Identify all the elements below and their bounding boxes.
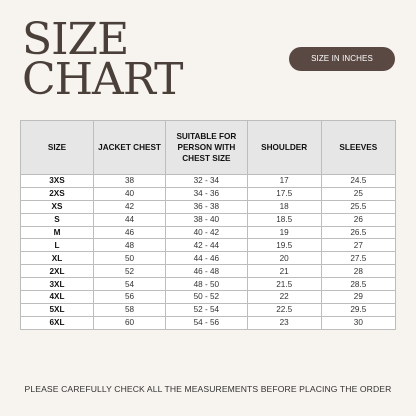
cell-jacket-chest: 48 [93,239,165,252]
table-row [21,278,396,291]
page-title [22,14,183,105]
cell-shoulder: 23 [247,316,321,329]
table-row [21,200,396,213]
size-chart-table [20,120,396,330]
cell-sleeves: 25 [321,187,395,200]
title-line-1: SIZE [22,14,129,65]
cell-suitable-chest: 50 - 52 [166,291,248,304]
table-header-row [21,121,396,175]
cell-size: 5XL [21,303,94,316]
cell-size: 2XL [21,265,94,278]
cell-shoulder: 18.5 [247,213,321,226]
cell-jacket-chest: 52 [93,265,165,278]
cell-jacket-chest: 44 [93,213,165,226]
footer-note: PLEASE CAREFULLY CHECK ALL THE MEASUREMENTS BEFORE PLACING THE ORDER [24,384,392,394]
header-suitable-chest: SUITABLE FOR PERSON WITH CHEST SIZE [166,121,248,175]
cell-sleeves: 28 [321,265,395,278]
cell-shoulder: 19 [247,226,321,239]
cell-jacket-chest: 46 [93,226,165,239]
cell-sleeves: 27.5 [321,252,395,265]
cell-sleeves: 26.5 [321,226,395,239]
cell-suitable-chest: 54 - 56 [166,316,248,329]
cell-sleeves: 27 [321,239,395,252]
cell-suitable-chest: 34 - 36 [166,187,248,200]
table-row [21,303,396,316]
table-row [21,252,396,265]
cell-jacket-chest: 40 [93,187,165,200]
cell-shoulder: 18 [247,200,321,213]
cell-size: 6XL [21,316,94,329]
unit-badge: SIZE IN INCHES [289,47,395,71]
cell-suitable-chest: 48 - 50 [166,278,248,291]
table-row [21,291,396,304]
cell-jacket-chest: 42 [93,200,165,213]
cell-size: 4XL [21,291,94,304]
cell-size: 2XS [21,187,94,200]
cell-suitable-chest: 38 - 40 [166,213,248,226]
table-row [21,213,396,226]
cell-sleeves: 29.5 [321,303,395,316]
header-sleeves: SLEEVES [321,121,395,175]
cell-size: S [21,213,94,226]
cell-shoulder: 20 [247,252,321,265]
cell-suitable-chest: 46 - 48 [166,265,248,278]
cell-shoulder: 22.5 [247,303,321,316]
table-row [21,175,396,188]
title-line-2: CHART [22,54,183,105]
cell-sleeves: 29 [321,291,395,304]
cell-jacket-chest: 50 [93,252,165,265]
cell-jacket-chest: 58 [93,303,165,316]
cell-suitable-chest: 40 - 42 [166,226,248,239]
cell-size: XS [21,200,94,213]
cell-size: M [21,226,94,239]
cell-suitable-chest: 36 - 38 [166,200,248,213]
cell-size: XL [21,252,94,265]
cell-sleeves: 24.5 [321,175,395,188]
cell-jacket-chest: 56 [93,291,165,304]
cell-size: L [21,239,94,252]
cell-shoulder: 22 [247,291,321,304]
cell-sleeves: 30 [321,316,395,329]
cell-jacket-chest: 54 [93,278,165,291]
cell-shoulder: 19.5 [247,239,321,252]
table-row [21,239,396,252]
cell-suitable-chest: 32 - 34 [166,175,248,188]
cell-shoulder: 21 [247,265,321,278]
cell-suitable-chest: 42 - 44 [166,239,248,252]
cell-size: 3XL [21,278,94,291]
cell-suitable-chest: 44 - 46 [166,252,248,265]
cell-shoulder: 21.5 [247,278,321,291]
table-row [21,187,396,200]
cell-shoulder: 17.5 [247,187,321,200]
cell-shoulder: 17 [247,175,321,188]
header-shoulder: SHOULDER [247,121,321,175]
cell-sleeves: 28.5 [321,278,395,291]
cell-jacket-chest: 60 [93,316,165,329]
cell-size: 3XS [21,175,94,188]
table-row [21,265,396,278]
header-jacket-chest: JACKET CHEST [93,121,165,175]
header-size: SIZE [21,121,94,175]
cell-sleeves: 25.5 [321,200,395,213]
table-row [21,226,396,239]
cell-suitable-chest: 52 - 54 [166,303,248,316]
cell-jacket-chest: 38 [93,175,165,188]
cell-sleeves: 26 [321,213,395,226]
table-row [21,316,396,329]
